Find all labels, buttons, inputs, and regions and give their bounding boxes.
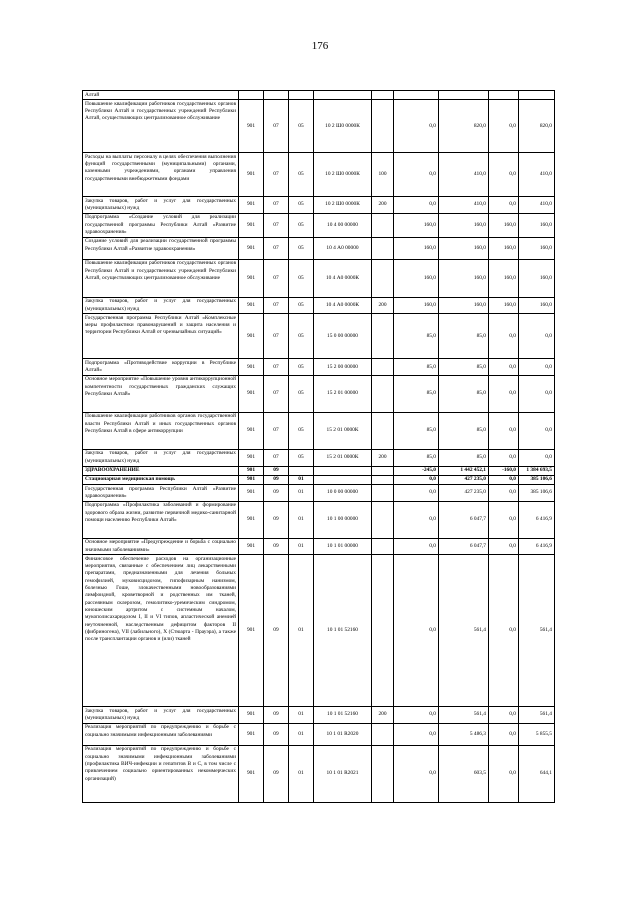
section-code-cell: 09: [264, 538, 289, 555]
section-code-cell: 09: [264, 745, 289, 802]
table-row: [83, 375, 555, 412]
amount-2022-cell: 0,0: [519, 449, 555, 466]
row-name-cell: Расходы на выплаты персоналу в целях обеспечения выполнения функций государственными (муниципальными) органами, казенными учреждениями, органами управления государственными внебюджетными фондами: [83, 153, 239, 197]
row-name-cell: Подпрограмма «Противодействие коррупции в Республике Алтай»: [83, 359, 239, 376]
admin-code-cell: 901: [239, 707, 264, 724]
admin-code-cell: [239, 91, 264, 100]
change-2022-cell: 0,0: [489, 375, 519, 412]
subsection-code-cell: 01: [289, 555, 314, 707]
amount-2022-cell: 385 106,6: [519, 485, 555, 502]
target-article-cell: [314, 475, 372, 484]
section-code-cell: 09: [264, 707, 289, 724]
table-row: [83, 153, 555, 197]
table-row: [83, 297, 555, 314]
admin-code-cell: 901: [239, 538, 264, 555]
table-row: [83, 237, 555, 259]
admin-code-cell: 901: [239, 213, 264, 237]
table-row: [83, 213, 555, 237]
change-2022-cell: 160,0: [489, 237, 519, 259]
row-name-cell: Повышение квалификации работников государственных органов Республики Алтай и государственных учреждений Республики Алтай, осуществляющих централизованное обслуживание: [83, 259, 239, 297]
amount-2021-cell: [439, 91, 489, 100]
change-2022-cell: [489, 91, 519, 100]
section-code-cell: 07: [264, 237, 289, 259]
target-article-cell: 10 2 Ш0 0000К: [314, 197, 372, 214]
amount-2022-cell: 0,0: [519, 314, 555, 359]
amount-2022-cell: 6 416,9: [519, 538, 555, 555]
row-name-cell: Алтай: [83, 91, 239, 100]
amount-2021-cell: 427 235,0: [439, 485, 489, 502]
table-row: [83, 197, 555, 214]
target-article-cell: 15 0 00 00000: [314, 314, 372, 359]
subsection-code-cell: 01: [289, 475, 314, 484]
target-article-cell: 10 4 А0 0000К: [314, 259, 372, 297]
table-row: [83, 538, 555, 555]
table-row: [83, 91, 555, 100]
expense-type-cell: [372, 485, 394, 502]
expense-type-cell: [372, 359, 394, 376]
admin-code-cell: 901: [239, 100, 264, 153]
amount-2022-cell: 160,0: [519, 297, 555, 314]
section-code-cell: 09: [264, 485, 289, 502]
change-2021-cell: 0,0: [394, 538, 439, 555]
expense-type-cell: [372, 475, 394, 484]
change-2021-cell: 0,0: [394, 745, 439, 802]
change-2021-cell: 0,0: [394, 707, 439, 724]
section-code-cell: 07: [264, 449, 289, 466]
section-code-cell: 07: [264, 375, 289, 412]
admin-code-cell: 901: [239, 723, 264, 745]
expense-type-cell: [372, 723, 394, 745]
subsection-code-cell: 01: [289, 723, 314, 745]
expense-type-cell: 200: [372, 297, 394, 314]
target-article-cell: 10 1 01 52160: [314, 555, 372, 707]
amount-2022-cell: 0,0: [519, 375, 555, 412]
amount-2021-cell: 160,0: [439, 213, 489, 237]
change-2022-cell: 0,0: [489, 449, 519, 466]
row-name-cell: Стационарная медицинская помощь: [83, 475, 239, 484]
change-2021-cell: 160,0: [394, 213, 439, 237]
admin-code-cell: 901: [239, 259, 264, 297]
admin-code-cell: 901: [239, 237, 264, 259]
subsection-code-cell: 01: [289, 501, 314, 538]
amount-2021-cell: 160,0: [439, 259, 489, 297]
section-code-cell: 09: [264, 555, 289, 707]
amount-2021-cell: 85,0: [439, 314, 489, 359]
change-2021-cell: 0,0: [394, 100, 439, 153]
amount-2022-cell: 0,0: [519, 412, 555, 449]
expense-type-cell: [372, 501, 394, 538]
amount-2021-cell: 85,0: [439, 375, 489, 412]
amount-2022-cell: 160,0: [519, 213, 555, 237]
section-code-cell: [264, 91, 289, 100]
subsection-code-cell: 05: [289, 297, 314, 314]
target-article-cell: 10 4 А0 0000К: [314, 297, 372, 314]
expense-type-cell: [372, 314, 394, 359]
amount-2021-cell: 1 442 452,1: [439, 466, 489, 475]
section-code-cell: 09: [264, 475, 289, 484]
section-code-cell: 09: [264, 723, 289, 745]
subsection-code-cell: 05: [289, 213, 314, 237]
change-2022-cell: 0,0: [489, 197, 519, 214]
target-article-cell: 15 2 00 00000: [314, 359, 372, 376]
target-article-cell: [314, 466, 372, 475]
amount-2021-cell: 85,0: [439, 359, 489, 376]
subsection-code-cell: 01: [289, 745, 314, 802]
amount-2021-cell: 160,0: [439, 237, 489, 259]
section-code-cell: 07: [264, 259, 289, 297]
admin-code-cell: 901: [239, 501, 264, 538]
row-name-cell: Закупка товаров, работ и услуг для государственных (муниципальных) нужд: [83, 449, 239, 466]
table-row: [83, 359, 555, 376]
table-row: [83, 259, 555, 297]
subsection-code-cell: 01: [289, 707, 314, 724]
row-name-cell: Повышение квалификации работников государственных органов Республики Алтай и государственных учреждений Республики Алтай, осуществляющих централизованное обслуживание: [83, 100, 239, 153]
change-2022-cell: 0,0: [489, 412, 519, 449]
amount-2022-cell: 0,0: [519, 359, 555, 376]
expense-type-cell: [372, 466, 394, 475]
table-row: [83, 412, 555, 449]
row-name-cell: Подпрограмма «Профилактика заболеваний и формирование здорового образа жизни, развитие первичной медико-санитарной помощи населению Республики Алтай»: [83, 501, 239, 538]
budget-table: [82, 90, 555, 803]
expense-type-cell: [372, 259, 394, 297]
target-article-cell: 15 2 01 00000: [314, 375, 372, 412]
section-code-cell: 09: [264, 466, 289, 475]
admin-code-cell: 901: [239, 412, 264, 449]
subsection-code-cell: 05: [289, 375, 314, 412]
target-article-cell: 10 1 01 R2021: [314, 745, 372, 802]
row-name-cell: ЗДРАВООХРАНЕНИЕ: [83, 466, 239, 475]
admin-code-cell: 901: [239, 745, 264, 802]
expense-type-cell: 200: [372, 707, 394, 724]
target-article-cell: 15 2 01 0000К: [314, 449, 372, 466]
expense-type-cell: 200: [372, 197, 394, 214]
expense-type-cell: [372, 91, 394, 100]
amount-2021-cell: 561,4: [439, 707, 489, 724]
change-2022-cell: 0,0: [489, 359, 519, 376]
table-row: [83, 555, 555, 707]
expense-type-cell: [372, 745, 394, 802]
page-number: 176: [311, 40, 329, 52]
change-2022-cell: 0,0: [489, 707, 519, 724]
amount-2022-cell: 1 384 693,5: [519, 466, 555, 475]
amount-2021-cell: 85,0: [439, 449, 489, 466]
amount-2021-cell: 6 047,7: [439, 501, 489, 538]
table-row: [83, 100, 555, 153]
admin-code-cell: 901: [239, 449, 264, 466]
target-article-cell: 10 2 Ш0 0000К: [314, 100, 372, 153]
subsection-code-cell: 05: [289, 314, 314, 359]
change-2021-cell: 85,0: [394, 314, 439, 359]
expense-type-cell: [372, 538, 394, 555]
expense-type-cell: 100: [372, 153, 394, 197]
target-article-cell: 10 1 01 52160: [314, 707, 372, 724]
amount-2021-cell: 603,5: [439, 745, 489, 802]
change-2022-cell: 0,0: [489, 723, 519, 745]
amount-2022-cell: 820,0: [519, 100, 555, 153]
subsection-code-cell: 05: [289, 359, 314, 376]
admin-code-cell: 901: [239, 485, 264, 502]
subsection-code-cell: 05: [289, 197, 314, 214]
row-name-cell: Закупка товаров, работ и услуг для государственных (муниципальных) нужд: [83, 707, 239, 724]
target-article-cell: 15 2 01 0000К: [314, 412, 372, 449]
amount-2022-cell: 410,0: [519, 153, 555, 197]
expense-type-cell: [372, 375, 394, 412]
target-article-cell: [314, 91, 372, 100]
amount-2022-cell: [519, 91, 555, 100]
change-2022-cell: 0,0: [489, 538, 519, 555]
amount-2022-cell: 160,0: [519, 259, 555, 297]
subsection-code-cell: 01: [289, 538, 314, 555]
table-row: [83, 501, 555, 538]
change-2021-cell: 0,0: [394, 475, 439, 484]
subsection-code-cell: 05: [289, 412, 314, 449]
target-article-cell: 10 0 00 00000: [314, 485, 372, 502]
amount-2021-cell: 410,0: [439, 153, 489, 197]
subsection-code-cell: 05: [289, 449, 314, 466]
amount-2022-cell: 5 855,5: [519, 723, 555, 745]
expense-type-cell: [372, 213, 394, 237]
table-row: [83, 314, 555, 359]
change-2021-cell: 85,0: [394, 412, 439, 449]
change-2022-cell: 160,0: [489, 213, 519, 237]
admin-code-cell: 901: [239, 153, 264, 197]
subsection-code-cell: 05: [289, 259, 314, 297]
amount-2022-cell: 385 106,6: [519, 475, 555, 484]
change-2022-cell: 0,0: [489, 153, 519, 197]
admin-code-cell: 901: [239, 314, 264, 359]
table-row: [83, 466, 555, 475]
section-code-cell: 07: [264, 359, 289, 376]
section-code-cell: 07: [264, 100, 289, 153]
admin-code-cell: 901: [239, 297, 264, 314]
target-article-cell: 10 1 01 R2020: [314, 723, 372, 745]
target-article-cell: 10 1 01 00000: [314, 538, 372, 555]
admin-code-cell: 901: [239, 197, 264, 214]
change-2021-cell: 0,0: [394, 723, 439, 745]
amount-2021-cell: 820,0: [439, 100, 489, 153]
row-name-cell: Закупка товаров, работ и услуг для государственных (муниципальных) нужд: [83, 297, 239, 314]
amount-2021-cell: 410,0: [439, 197, 489, 214]
section-code-cell: 07: [264, 314, 289, 359]
change-2021-cell: 160,0: [394, 237, 439, 259]
change-2022-cell: 0,0: [489, 555, 519, 707]
change-2021-cell: 0,0: [394, 501, 439, 538]
row-name-cell: Создание условий для реализации государственной программы Республики Алтай «Развитие здравоохранения»: [83, 237, 239, 259]
expense-type-cell: [372, 412, 394, 449]
change-2021-cell: 85,0: [394, 449, 439, 466]
expense-type-cell: [372, 100, 394, 153]
change-2022-cell: 0,0: [489, 745, 519, 802]
admin-code-cell: 901: [239, 475, 264, 484]
change-2022-cell: 0,0: [489, 501, 519, 538]
expense-type-cell: 200: [372, 449, 394, 466]
row-name-cell: Государственная программа Республики Алтай «Развитие здравоохранения»: [83, 485, 239, 502]
amount-2021-cell: 561,4: [439, 555, 489, 707]
change-2022-cell: 0,0: [489, 100, 519, 153]
row-name-cell: Основное мероприятие «Предупреждение и борьба с социально значимыми заболеваниями»: [83, 538, 239, 555]
table-row: [83, 449, 555, 466]
section-code-cell: 07: [264, 153, 289, 197]
change-2021-cell: 160,0: [394, 297, 439, 314]
subsection-code-cell: 01: [289, 485, 314, 502]
change-2021-cell: 160,0: [394, 259, 439, 297]
section-code-cell: 07: [264, 197, 289, 214]
subsection-code-cell: 05: [289, 100, 314, 153]
change-2021-cell: 0,0: [394, 485, 439, 502]
change-2022-cell: -160,0: [489, 466, 519, 475]
row-name-cell: Государственная программа Республики Алтай «Комплексные меры профилактики правонарушений и защита населения и территории Республики Алтай от чрезвычайных ситуаций»: [83, 314, 239, 359]
amount-2021-cell: 160,0: [439, 297, 489, 314]
table-row: [83, 707, 555, 724]
change-2021-cell: 0,0: [394, 153, 439, 197]
section-code-cell: 07: [264, 213, 289, 237]
expense-type-cell: [372, 237, 394, 259]
amount-2021-cell: 427 235,0: [439, 475, 489, 484]
amount-2021-cell: 6 047,7: [439, 538, 489, 555]
change-2022-cell: 0,0: [489, 475, 519, 484]
table-row: [83, 485, 555, 502]
row-name-cell: Закупка товаров, работ и услуг для государственных (муниципальных) нужд: [83, 197, 239, 214]
change-2022-cell: 160,0: [489, 297, 519, 314]
amount-2022-cell: 644,1: [519, 745, 555, 802]
subsection-code-cell: 05: [289, 237, 314, 259]
row-name-cell: Подпрограмма «Создание условий для реализации государственной программы Республики Алтай «Развитие здравоохранения»: [83, 213, 239, 237]
subsection-code-cell: 05: [289, 153, 314, 197]
row-name-cell: Финансовое обеспечение расходов на организационные мероприятия, связанные с обеспечением лиц лекарственными препаратами, предназначенными для лечения больных гемофилией, муковисцидозом, гипофизарным нанизмом, болезнью Гоше, злокачественными новообразованиями лимфоидной, кроветворной и родственных им тканей, рассеянным склерозом, гемолитико-уремическим синдромом, юношеским артритом с системным началом, мукополисахаридозом I, II и VI типов, апластической анемией неуточненной, наследственным дефицитом факторов II (фибриногена), VII (лабильного), X (Стюарта - Прауэра), а также после трансплантации органов и (или) тканей: [83, 555, 239, 707]
section-code-cell: 09: [264, 501, 289, 538]
amount-2022-cell: 561,4: [519, 707, 555, 724]
row-name-cell: Основное мероприятие «Повышение уровня антикоррупционной компетентности государственных гражданских служащих Республики Алтай»: [83, 375, 239, 412]
change-2022-cell: 0,0: [489, 314, 519, 359]
row-name-cell: Повышение квалификации работников органов государственной власти Республики Алтай и иных государственных органов Республики Алтай в сфере антикоррупции: [83, 412, 239, 449]
change-2022-cell: 0,0: [489, 485, 519, 502]
change-2021-cell: -245,0: [394, 466, 439, 475]
target-article-cell: 10 4 00 00000: [314, 213, 372, 237]
amount-2021-cell: 5 486,3: [439, 723, 489, 745]
amount-2022-cell: 6 416,9: [519, 501, 555, 538]
admin-code-cell: 901: [239, 466, 264, 475]
amount-2021-cell: 85,0: [439, 412, 489, 449]
amount-2022-cell: 561,4: [519, 555, 555, 707]
change-2021-cell: 0,0: [394, 555, 439, 707]
subsection-code-cell: [289, 466, 314, 475]
change-2021-cell: 85,0: [394, 375, 439, 412]
change-2022-cell: 160,0: [489, 259, 519, 297]
subsection-code-cell: [289, 91, 314, 100]
admin-code-cell: 901: [239, 555, 264, 707]
row-name-cell: Реализация мероприятий по предупреждению и борьбе с социально значимыми инфекционными заболеваниями (профилактика ВИЧ-инфекции и гепатитов B и C, в том числе с привлечением социально ориентированных некоммерческих организаций): [83, 745, 239, 802]
admin-code-cell: 901: [239, 375, 264, 412]
target-article-cell: 10 2 Ш0 0000К: [314, 153, 372, 197]
change-2021-cell: 85,0: [394, 359, 439, 376]
admin-code-cell: 901: [239, 359, 264, 376]
table-row: [83, 475, 555, 484]
target-article-cell: 10 4 А0 00000: [314, 237, 372, 259]
row-name-cell: Реализация мероприятий по предупреждению и борьбе с социально значимыми инфекционными заболеваниями: [83, 723, 239, 745]
section-code-cell: 07: [264, 412, 289, 449]
change-2021-cell: [394, 91, 439, 100]
table-row: [83, 723, 555, 745]
amount-2022-cell: 160,0: [519, 237, 555, 259]
section-code-cell: 07: [264, 297, 289, 314]
table-row: [83, 745, 555, 802]
expense-type-cell: [372, 555, 394, 707]
target-article-cell: 10 1 00 00000: [314, 501, 372, 538]
amount-2022-cell: 410,0: [519, 197, 555, 214]
change-2021-cell: 0,0: [394, 197, 439, 214]
